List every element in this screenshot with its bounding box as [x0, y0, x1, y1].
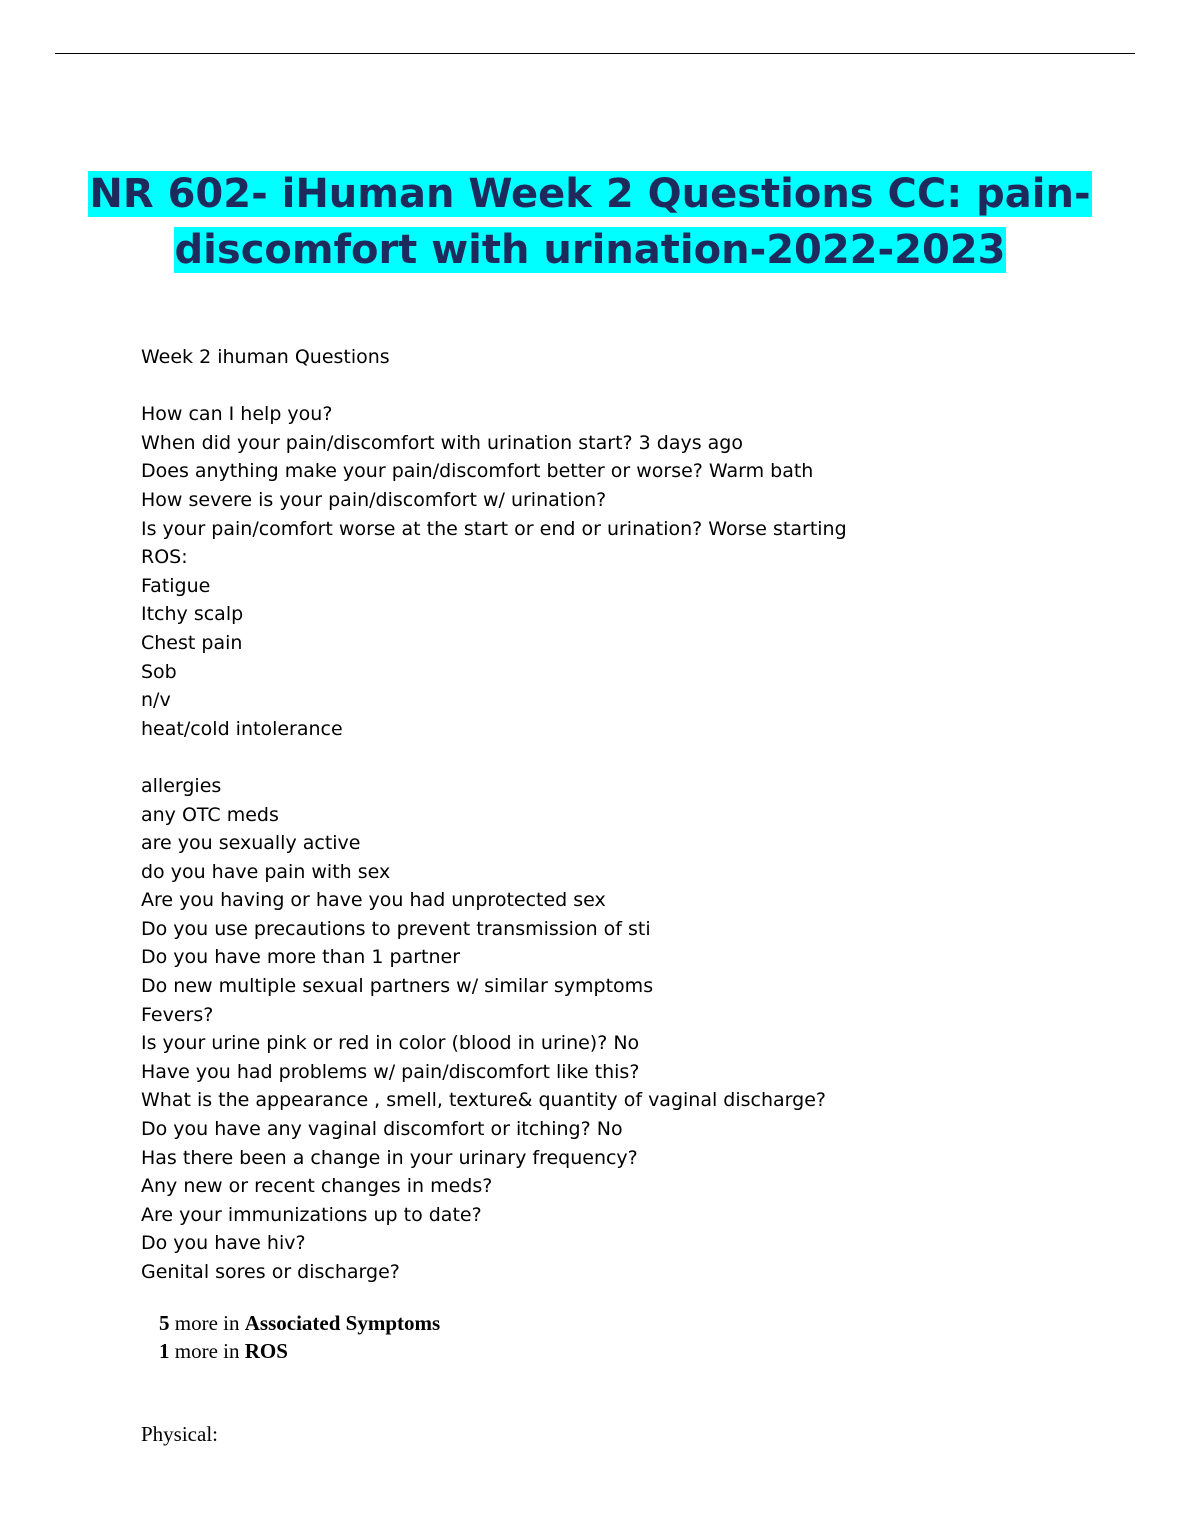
ros-item: Itchy scalp — [141, 603, 244, 626]
question-line: What is the appearance , smell, texture& quantity of vaginal discharge? — [141, 1089, 826, 1112]
question-line: allergies — [141, 774, 222, 797]
question-line: do you have pain with sex — [141, 860, 391, 883]
more-items-block — [159, 1309, 440, 1365]
ros-heading: ROS: — [141, 546, 188, 569]
question-line: How can I help you? — [141, 403, 333, 426]
more-section: ROS — [244, 1339, 288, 1363]
question-line: Do you use precautions to prevent transmission of sti — [141, 917, 651, 940]
title-line-2: discomfort with urination-2022-2023 — [174, 227, 1006, 273]
question-line: Do you have hiv? — [141, 1232, 306, 1255]
title-line-1: NR 602- iHuman Week 2 Questions CC: pain- — [89, 171, 1091, 217]
question-line: Are your immunizations up to date? — [141, 1203, 482, 1226]
ros-item: n/v — [141, 689, 171, 712]
question-line: Is your urine pink or red in color (blood in urine)? No — [141, 1032, 640, 1055]
question-line: Fevers? — [141, 1003, 214, 1026]
question-line: How severe is your pain/discomfort w/ urination? — [141, 488, 607, 511]
document-title — [60, 166, 1120, 278]
subtitle: Week 2 ihuman Questions — [141, 346, 390, 368]
ros-item: Sob — [141, 660, 177, 683]
top-rule-divider — [55, 53, 1135, 54]
question-line: Are you having or have you had unprotected sex — [141, 889, 606, 912]
questions-list-1 — [141, 400, 1121, 743]
question-line: any OTC meds — [141, 803, 279, 826]
question-line: When did your pain/discomfort with urination start? 3 days ago — [141, 431, 743, 454]
question-line: Do you have any vaginal discomfort or itching? No — [141, 1118, 623, 1141]
question-line: Do you have more than 1 partner — [141, 946, 461, 969]
questions-body — [141, 343, 1121, 1287]
question-line: Have you had problems w/ pain/discomfort like this? — [141, 1060, 640, 1083]
questions-list-2 — [141, 772, 1121, 1287]
spacer — [141, 372, 1121, 401]
more-ros — [159, 1337, 440, 1365]
ros-item: Fatigue — [141, 574, 211, 597]
more-text: more in — [174, 1339, 240, 1363]
ros-item: heat/cold intolerance — [141, 717, 343, 740]
question-line: Any new or recent changes in meds? — [141, 1175, 493, 1198]
question-line: Is your pain/comfort worse at the start or end or urination? Worse starting — [141, 517, 847, 540]
question-line: are you sexually active — [141, 832, 361, 855]
question-line: Does anything make your pain/discomfort better or worse? Warm bath — [141, 460, 814, 483]
more-count: 1 — [159, 1339, 170, 1363]
more-count: 5 — [159, 1311, 170, 1335]
ros-item: Chest pain — [141, 631, 243, 654]
question-line: Genital sores or discharge? — [141, 1261, 400, 1283]
more-section: Associated Symptoms — [244, 1311, 441, 1335]
more-text: more in — [174, 1311, 240, 1335]
question-line: Do new multiple sexual partners w/ similar symptoms — [141, 975, 654, 998]
question-line: Has there been a change in your urinary frequency? — [141, 1146, 638, 1169]
more-associated-symptoms — [159, 1309, 440, 1337]
physical-heading: Physical: — [141, 1422, 218, 1446]
spacer — [141, 743, 1121, 772]
